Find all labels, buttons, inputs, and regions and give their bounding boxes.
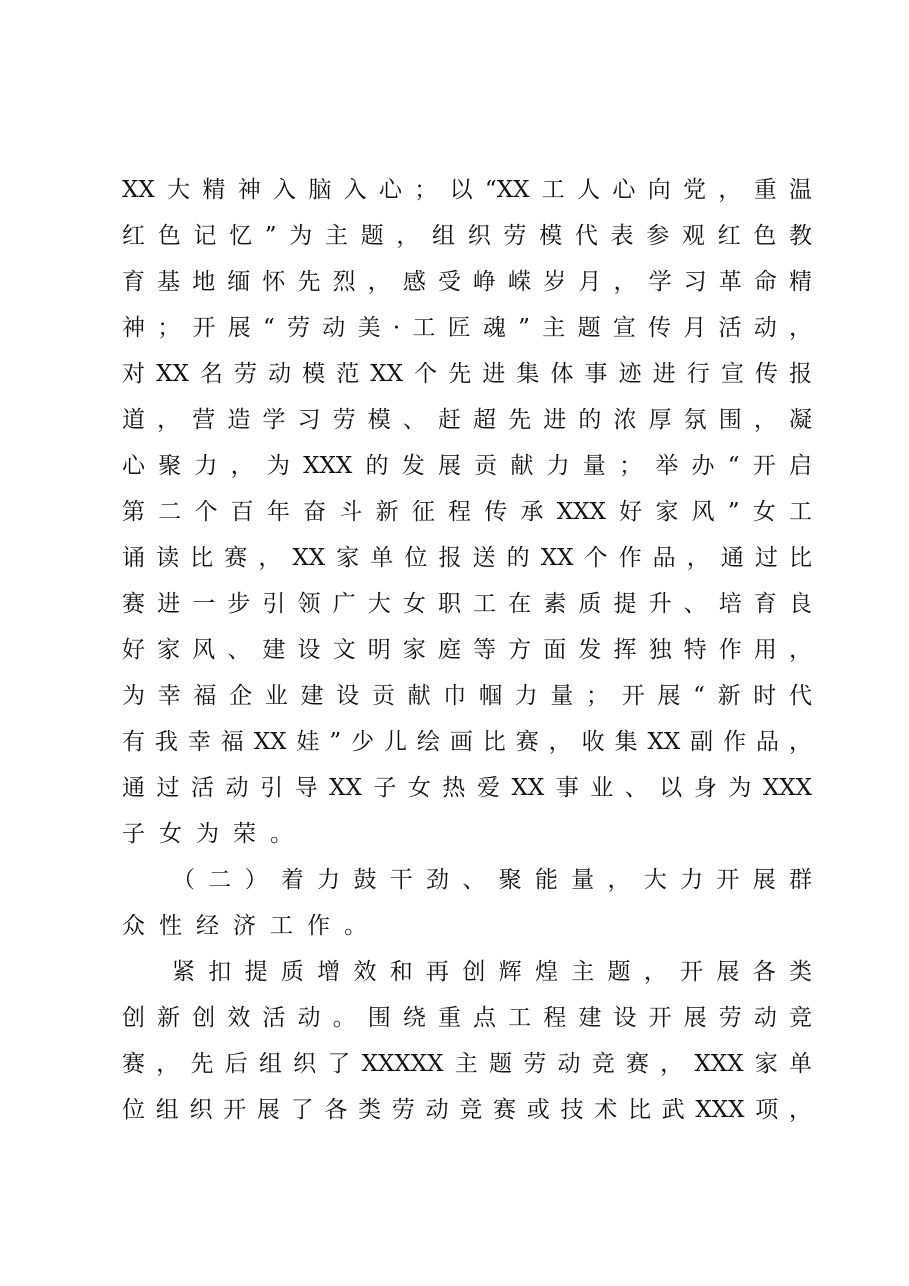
text-line: 好家风、建设文明家庭等方面发挥独特作用， [122, 637, 812, 663]
text-line: 神；开展“劳动美·工匠魂”主题宣传月活动， [122, 315, 812, 341]
text-line: 道，营造学习劳模、赶超先进的浓厚氛围，凝 [122, 407, 812, 433]
text-line: XX大精神入脑入心；以“XX工人心向党，重温 [122, 177, 812, 203]
text-line: 有我幸福XX娃”少儿绘画比赛，收集XX副作品， [122, 729, 812, 755]
section-heading-line: 众性经济工作。 [122, 913, 381, 939]
text-line: 为幸福企业建设贡献巾帼力量；开展“新时代 [122, 683, 812, 709]
text-line: 对XX名劳动模范XX个先进集体事迹进行宣传报 [122, 361, 812, 387]
text-line: 赛，先后组织了XXXXX主题劳动竞赛，XXX家单 [122, 1051, 812, 1077]
text-line: 通过活动引导XX子女热爱XX事业、以身为XXX [122, 775, 812, 801]
text-line: 紧扣提质增效和再创辉煌主题，开展各类 [172, 959, 812, 985]
text-line: 赛进一步引领广大女职工在素质提升、培育良 [122, 591, 812, 617]
text-line: 子女为荣。 [122, 821, 307, 847]
section-heading-line: （二）着力鼓干劲、聚能量，大力开展群 [172, 867, 812, 893]
text-line: 红色记忆”为主题，组织劳模代表参观红色教 [122, 223, 812, 249]
text-line: 第二个百年奋斗新征程传承XXX好家风”女工 [122, 499, 812, 525]
text-line: 位组织开展了各类劳动竞赛或技术比武XXX项， [122, 1097, 812, 1123]
text-line: 育基地缅怀先烈，感受峥嵘岁月，学习革命精 [122, 269, 812, 295]
text-line: 心聚力，为XXX的发展贡献力量；举办“开启 [122, 453, 812, 479]
text-line: 诵读比赛，XX家单位报送的XX个作品，通过比 [122, 545, 812, 571]
text-line: 创新创效活动。围绕重点工程建设开展劳动竞 [122, 1005, 812, 1031]
